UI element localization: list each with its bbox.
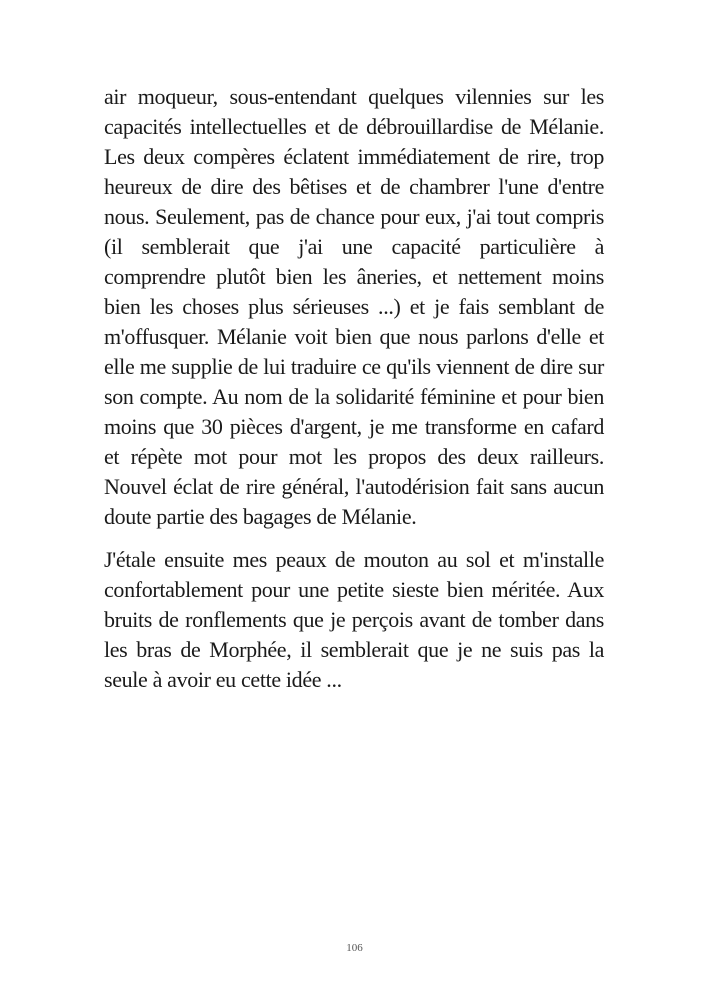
page-number: 106	[346, 942, 363, 954]
paragraph-2: J'étale ensuite mes peaux de mouton au sol et m'installe confortablement pour une petite sieste bien méritée. Aux bruits de ronflements que je perçois avant de tomber dans les bras de Morphée, il semblerait que je ne suis pas la seule à avoir eu cette idée ...	[104, 547, 604, 692]
page-body	[104, 82, 604, 695]
paragraph-1: air moqueur, sous-entendant quelques vilennies sur les capacités intellectuelles et de débrouillardise de Mélanie. Les deux compères éclatent immédiatement de rire, trop heureux de dire des bêtises et de chambrer l'une d'entre nous. Seulement, pas de chance pour eux, j'ai tout compris (il semblerait que j'ai une capacité particulière à comprendre plutôt bien les âneries, et nettement moins bien les choses plus sérieuses ...) et je fais semblant de m'offusquer. Mélanie voit bien que nous parlons d'elle et elle me supplie de lui traduire ce qu'ils viennent de dire sur son compte. Au nom de la solidarité féminine et pour bien moins que 30 pièces d'argent, je me transforme en cafard et répète mot pour mot les propos des deux railleurs. Nouvel éclat de rire général, l'autodérision fait sans aucun doute partie des bagages de Mélanie.	[104, 84, 604, 529]
